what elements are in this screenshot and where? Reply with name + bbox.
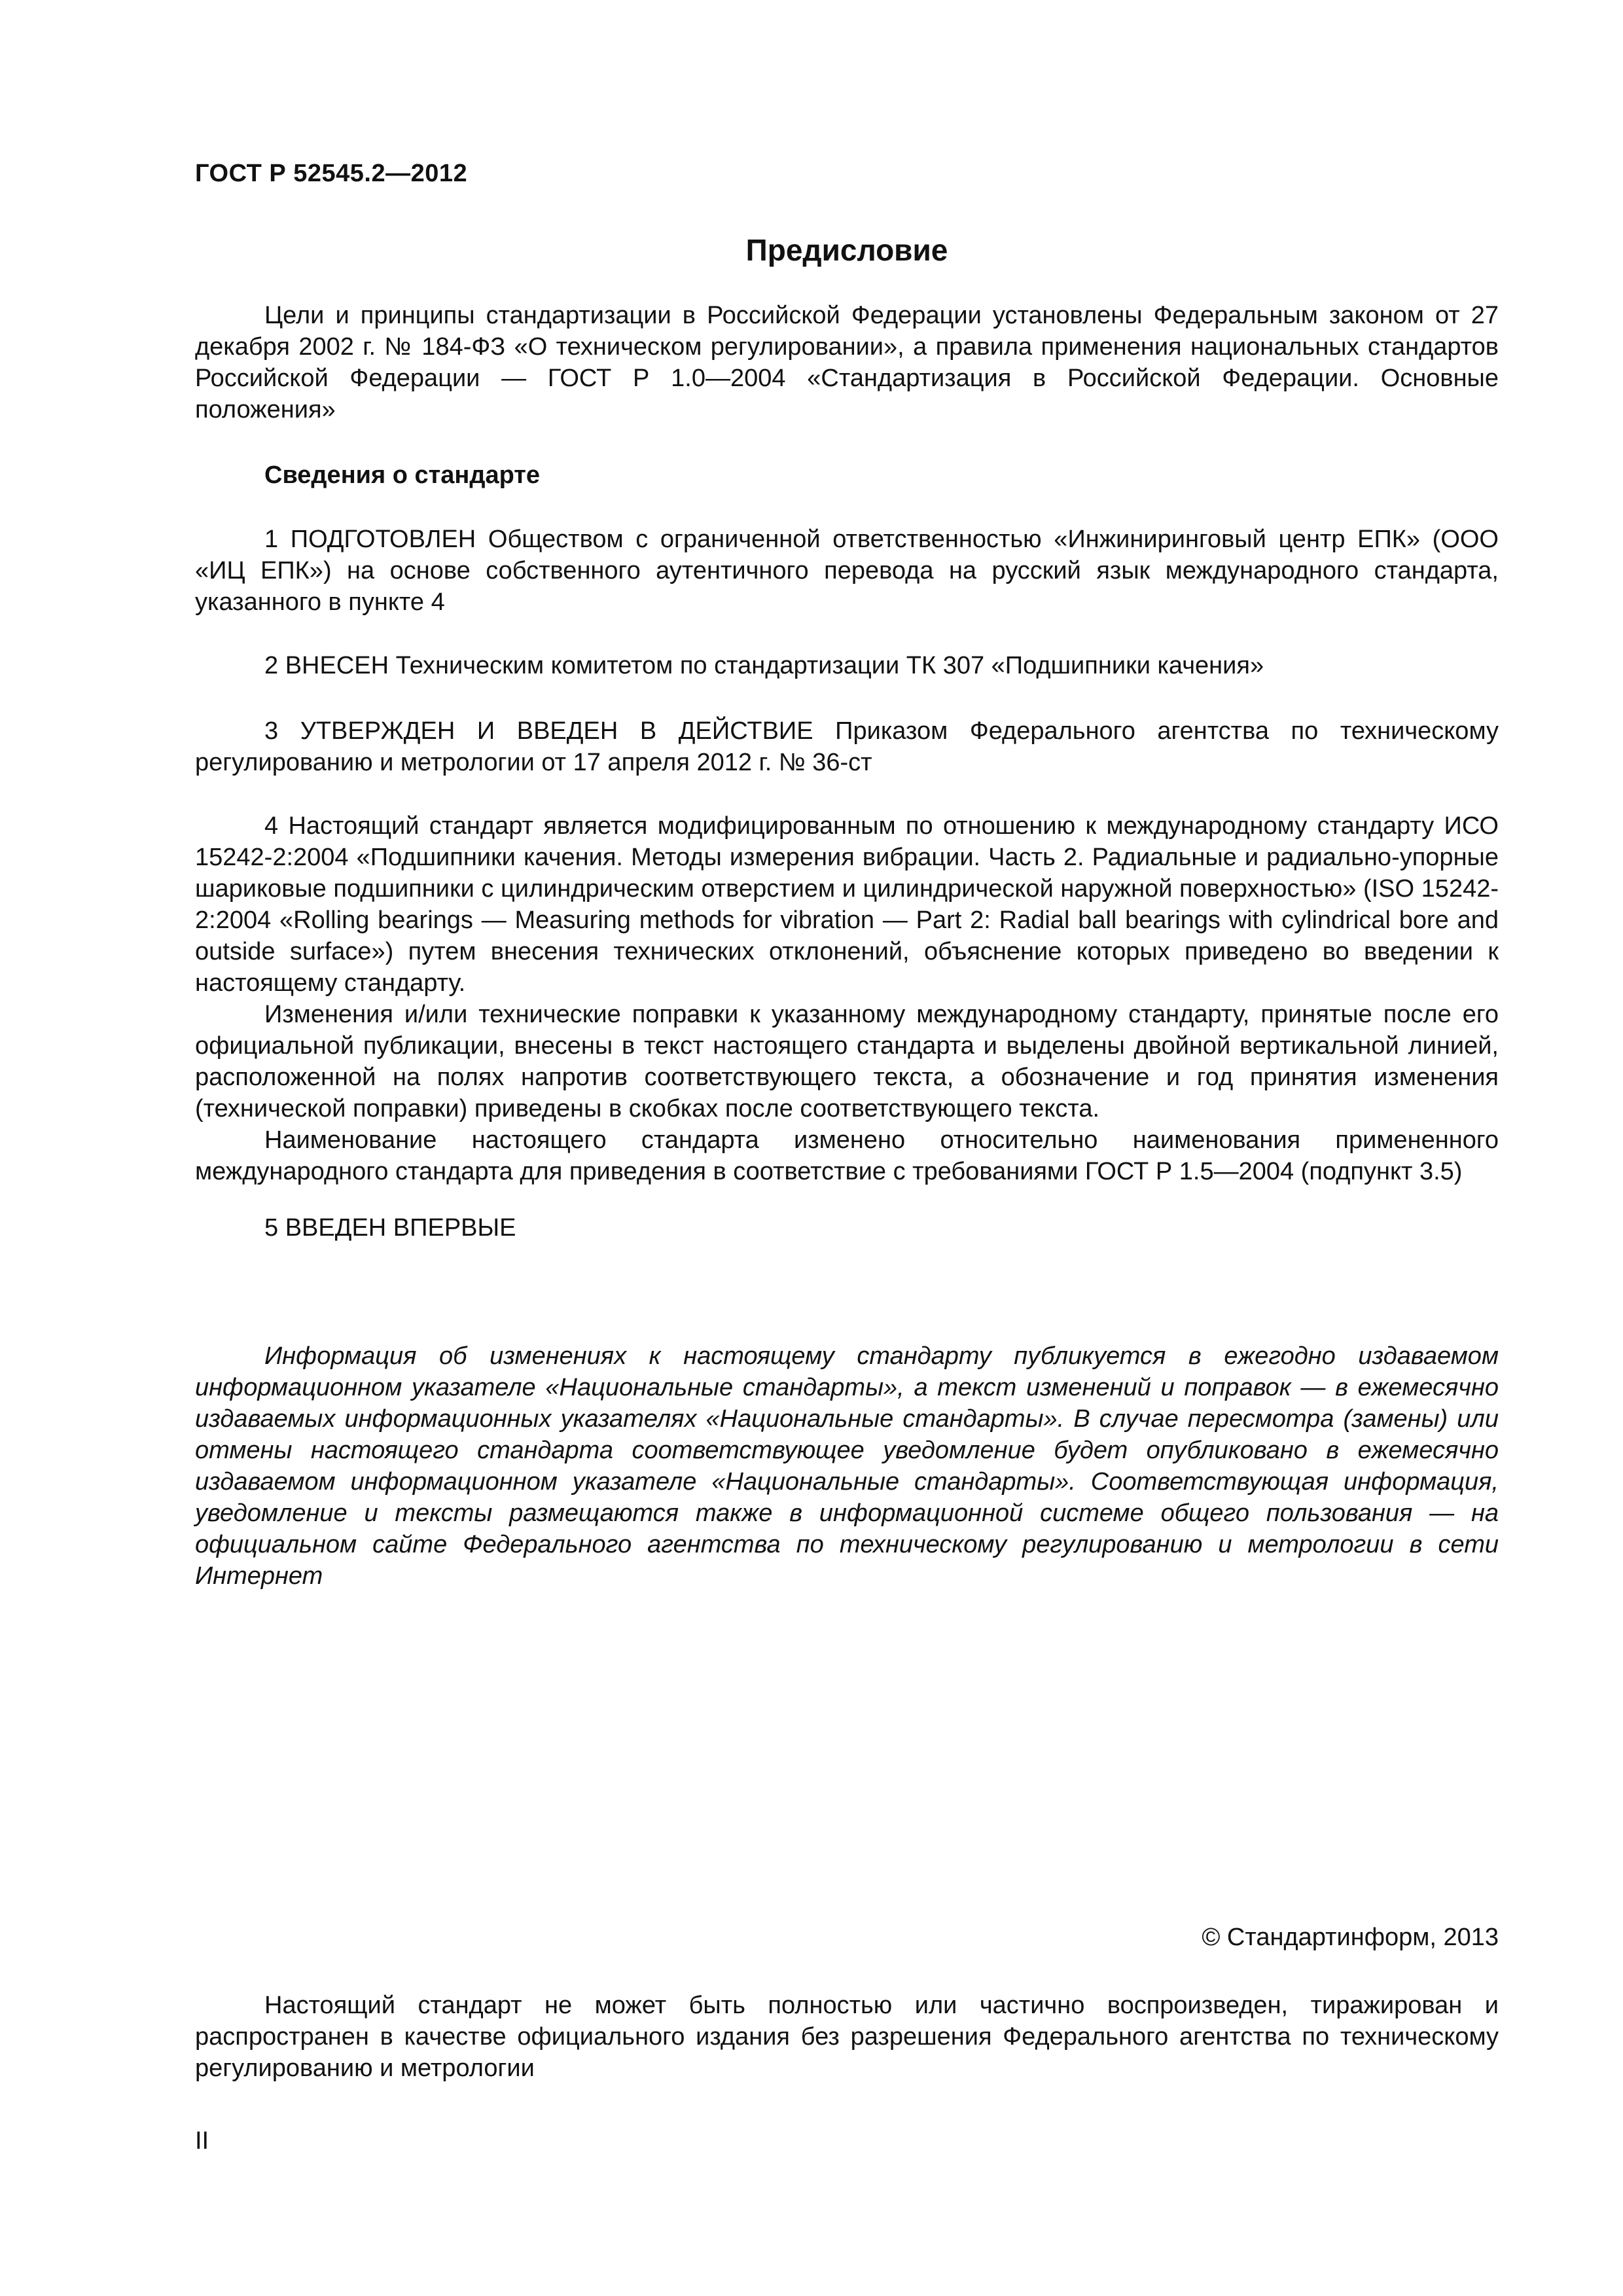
item-1-block bbox=[195, 524, 1499, 618]
item-first-introduced: 5 ВВЕДЕН ВПЕРВЫЕ bbox=[264, 1214, 516, 1242]
preface-intro-block bbox=[195, 300, 1499, 425]
page-number: II bbox=[195, 2127, 209, 2155]
reproduction-notice: Настоящий стандарт не может быть полностью или частично воспроизведен, тиражирован и распространен в качестве официального издания без разрешения Федерального агентства по техническому регулированию и метрологии bbox=[195, 1992, 1499, 2082]
item-3-block bbox=[195, 715, 1499, 778]
standard-info-heading: Сведения о стандарте bbox=[264, 461, 541, 489]
notice-block bbox=[195, 1340, 1499, 1592]
copyright: © Стандартинформ, 2013 bbox=[1202, 1924, 1499, 1951]
item-prepared: 1 ПОДГОТОВЛЕН Обществом с ограниченной ответственностью «Инжиниринговый центр ЕПК» (ООО «ИЦ ЕПК») на основе собственного аутентичного перевода на русский язык международного стандарта, указанного в пункте 4 bbox=[195, 526, 1499, 616]
item-name-change-note: Наименование настоящего стандарта изменено относительно наименования примененного международного стандарта для приведения в соответствие с требованиями ГОСТ Р 1.5—2004 (подпункт 3.5) bbox=[195, 1126, 1499, 1185]
changes-notice: Информация об изменениях к настоящему стандарту публикуется в ежегодно издаваемом информационном указателе «Национальные стандарты», а текст изменений и поправок — в ежемесячно издаваемых информационных указателях «Национальные стандарты». В случае пересмотра (замены) или отмены настоящего стандарта соответствующее уведомление будет опубликовано в ежемесячно издаваемом информационном указателе «Национальные стандарты». Соответствующая информация, уведомление и тексты размещаются также в информационной системе общего пользования — на официальном сайте Федерального агентства по техническому регулированию и метрологии в сети Интернет bbox=[195, 1342, 1499, 1590]
standard-info-heading-block bbox=[195, 459, 1499, 491]
item-amendments-note: Изменения и/или технические поправки к указанному международному стандарту, принятые после его официальной публикации, внесены в текст настоящего стандарта и выделены двойной вертикальной линией, расположенной на полях напротив соответствующего текста, а обозначение и год принятия изменения (технической поправки) приведены в скобках после соответствующего текста. bbox=[195, 1001, 1499, 1122]
item-4-block bbox=[195, 810, 1499, 1187]
item-5-block bbox=[195, 1212, 1499, 1244]
preface-intro: Цели и принципы стандартизации в Российской Федерации установлены Федеральным законом от 27 декабря 2002 г. № 184-ФЗ «О техническом регулировании», а правила применения национальных стандартов Российской Федерации — ГОСТ Р 1.0—2004 «Стандартизация в Российской Федерации. Основные положения» bbox=[195, 302, 1499, 423]
document-code: ГОСТ Р 52545.2—2012 bbox=[195, 160, 468, 187]
preface-title: Предисловие bbox=[745, 233, 948, 267]
reproduction-block bbox=[195, 1990, 1499, 2084]
item-modified-standard: 4 Настоящий стандарт является модифицированным по отношению к международному стандарту ИСО 15242-2:2004 «Подшипники качения. Методы измерения вибрации. Часть 2. Радиальные и радиально-упорные шариковые подшипники с цилиндрическим отверстием и цилиндрической наружной поверхностью» (ISO 15242-2:2004 «Rolling bearings — Measuring methods for vibration — Part 2: Radial ball bearings with cylindrical bore and outside surface») путем внесения технических отклонений, объяснение которых приведено во введении к настоящему стандарту. bbox=[195, 812, 1499, 997]
item-2-block bbox=[195, 650, 1499, 681]
item-introduced: 2 ВНЕСЕН Техническим комитетом по стандартизации ТК 307 «Подшипники качения» bbox=[264, 652, 1264, 679]
item-approved: 3 УТВЕРЖДЕН И ВВЕДЕН В ДЕЙСТВИЕ Приказом Федерального агентства по техническому регулированию и метрологии от 17 апреля 2012 г. № 36-ст bbox=[195, 717, 1499, 776]
